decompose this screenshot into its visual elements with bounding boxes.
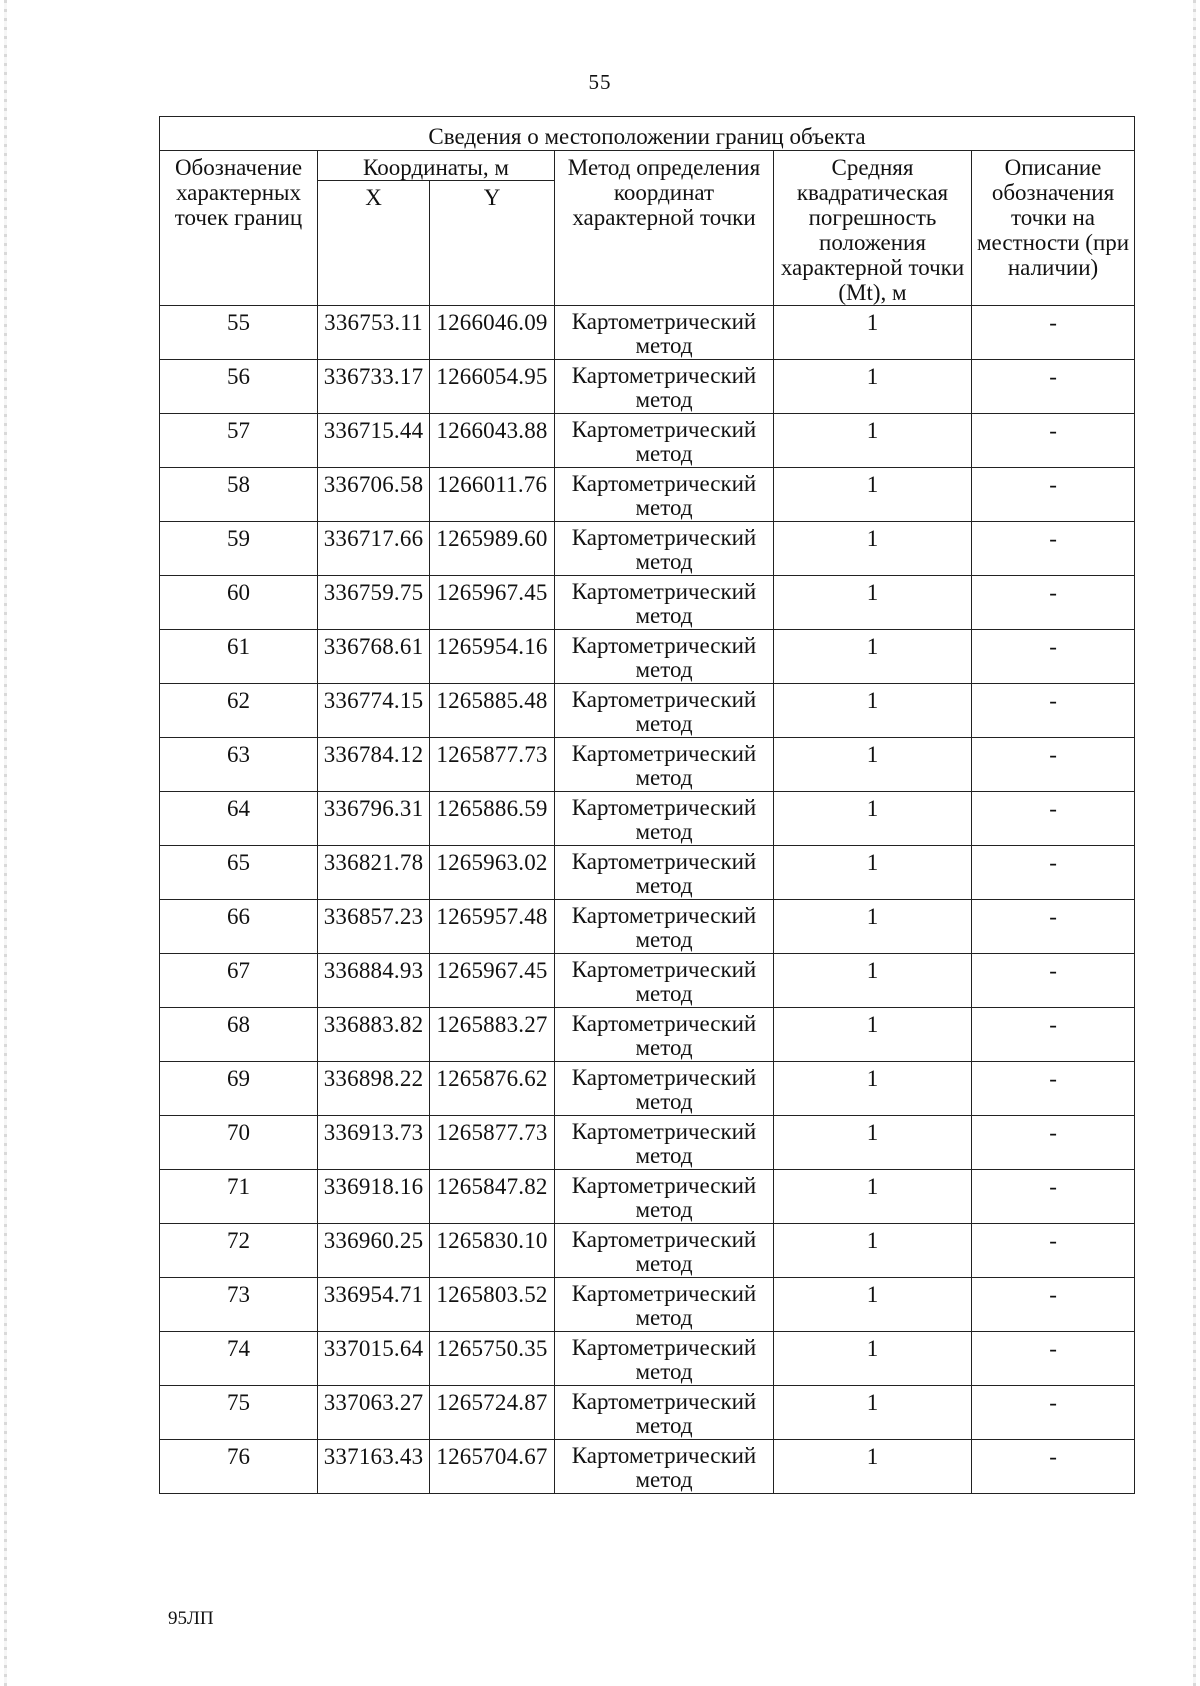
- header-y: Y: [430, 181, 555, 306]
- cell-method: Картометрический метод: [555, 468, 774, 522]
- cell-x: 336733.17: [318, 360, 430, 414]
- table-row: [160, 630, 1135, 684]
- header-coordinates: Координаты, м: [318, 151, 555, 181]
- cell-point: 71: [160, 1170, 318, 1224]
- table-row: [160, 1224, 1135, 1278]
- cell-description: -: [972, 306, 1135, 360]
- cell-point: 68: [160, 1008, 318, 1062]
- cell-x: 336883.82: [318, 1008, 430, 1062]
- table-row: [160, 522, 1135, 576]
- cell-error: 1: [774, 576, 972, 630]
- cell-x: 336717.66: [318, 522, 430, 576]
- table-row: [160, 1278, 1135, 1332]
- cell-description: -: [972, 1224, 1135, 1278]
- cell-point: 64: [160, 792, 318, 846]
- cell-description: -: [972, 846, 1135, 900]
- document-code: 95ЛП: [168, 1608, 214, 1629]
- cell-x: 336918.16: [318, 1170, 430, 1224]
- cell-y: 1265963.02: [430, 846, 555, 900]
- cell-description: -: [972, 576, 1135, 630]
- cell-x: 336960.25: [318, 1224, 430, 1278]
- cell-description: -: [972, 1008, 1135, 1062]
- cell-method: Картометрический метод: [555, 1440, 774, 1494]
- table-row: [160, 414, 1135, 468]
- cell-y: 1265877.73: [430, 738, 555, 792]
- cell-point: 70: [160, 1116, 318, 1170]
- cell-point: 67: [160, 954, 318, 1008]
- cell-point: 55: [160, 306, 318, 360]
- cell-description: -: [972, 360, 1135, 414]
- table-row: [160, 900, 1135, 954]
- cell-x: 336784.12: [318, 738, 430, 792]
- cell-point: 65: [160, 846, 318, 900]
- cell-x: 336706.58: [318, 468, 430, 522]
- boundary-coordinates-table: [159, 116, 1135, 1494]
- cell-point: 74: [160, 1332, 318, 1386]
- table-row: [160, 792, 1135, 846]
- cell-y: 1265883.27: [430, 1008, 555, 1062]
- cell-error: 1: [774, 1440, 972, 1494]
- cell-y: 1265954.16: [430, 630, 555, 684]
- cell-description: -: [972, 900, 1135, 954]
- cell-method: Картометрический метод: [555, 1008, 774, 1062]
- cell-y: 1265847.82: [430, 1170, 555, 1224]
- cell-description: -: [972, 738, 1135, 792]
- header-description: Описание обозначения точки на местности (при наличии): [972, 151, 1135, 306]
- cell-x: 337163.43: [318, 1440, 430, 1494]
- cell-point: 69: [160, 1062, 318, 1116]
- cell-error: 1: [774, 1008, 972, 1062]
- cell-y: 1265967.45: [430, 576, 555, 630]
- table-row: [160, 576, 1135, 630]
- cell-x: 337015.64: [318, 1332, 430, 1386]
- cell-method: Картометрический метод: [555, 846, 774, 900]
- cell-point: 62: [160, 684, 318, 738]
- table-row: [160, 1062, 1135, 1116]
- table-body: [160, 306, 1135, 1494]
- cell-method: Картометрический метод: [555, 1170, 774, 1224]
- cell-error: 1: [774, 1116, 972, 1170]
- table-row: [160, 360, 1135, 414]
- cell-y: 1265830.10: [430, 1224, 555, 1278]
- cell-description: -: [972, 1386, 1135, 1440]
- cell-error: 1: [774, 684, 972, 738]
- cell-x: 336774.15: [318, 684, 430, 738]
- table-row: [160, 306, 1135, 360]
- cell-method: Картометрический метод: [555, 1062, 774, 1116]
- cell-point: 76: [160, 1440, 318, 1494]
- cell-x: 337063.27: [318, 1386, 430, 1440]
- scan-edge-left: [4, 0, 7, 1686]
- table-row: [160, 1332, 1135, 1386]
- cell-x: 336857.23: [318, 900, 430, 954]
- table-row: [160, 468, 1135, 522]
- cell-method: Картометрический метод: [555, 360, 774, 414]
- cell-error: 1: [774, 1170, 972, 1224]
- cell-method: Картометрический метод: [555, 1386, 774, 1440]
- cell-point: 60: [160, 576, 318, 630]
- cell-x: 336913.73: [318, 1116, 430, 1170]
- cell-y: 1266054.95: [430, 360, 555, 414]
- table-row: [160, 684, 1135, 738]
- page-number: 55: [588, 70, 612, 94]
- cell-y: 1265724.87: [430, 1386, 555, 1440]
- cell-x: 336753.11: [318, 306, 430, 360]
- cell-point: 63: [160, 738, 318, 792]
- cell-x: 336884.93: [318, 954, 430, 1008]
- header-x: X: [318, 181, 430, 306]
- cell-method: Картометрический метод: [555, 414, 774, 468]
- cell-method: Картометрический метод: [555, 630, 774, 684]
- cell-y: 1265704.67: [430, 1440, 555, 1494]
- table-title: Сведения о местоположении границ объекта: [160, 117, 1135, 151]
- cell-y: 1265989.60: [430, 522, 555, 576]
- cell-error: 1: [774, 1386, 972, 1440]
- cell-method: Картометрический метод: [555, 684, 774, 738]
- cell-y: 1265877.73: [430, 1116, 555, 1170]
- cell-error: 1: [774, 1224, 972, 1278]
- cell-description: -: [972, 1278, 1135, 1332]
- cell-y: 1265967.45: [430, 954, 555, 1008]
- table-row: [160, 1116, 1135, 1170]
- cell-x: 336954.71: [318, 1278, 430, 1332]
- cell-description: -: [972, 522, 1135, 576]
- cell-error: 1: [774, 954, 972, 1008]
- cell-method: Картометрический метод: [555, 792, 774, 846]
- cell-error: 1: [774, 630, 972, 684]
- cell-description: -: [972, 1062, 1135, 1116]
- cell-y: 1266043.88: [430, 414, 555, 468]
- cell-y: 1265750.35: [430, 1332, 555, 1386]
- cell-method: Картометрический метод: [555, 738, 774, 792]
- cell-point: 58: [160, 468, 318, 522]
- cell-x: 336796.31: [318, 792, 430, 846]
- cell-description: -: [972, 792, 1135, 846]
- cell-method: Картометрический метод: [555, 1116, 774, 1170]
- cell-error: 1: [774, 846, 972, 900]
- cell-x: 336715.44: [318, 414, 430, 468]
- cell-y: 1265876.62: [430, 1062, 555, 1116]
- cell-error: 1: [774, 360, 972, 414]
- table-row: [160, 954, 1135, 1008]
- table-row: [160, 738, 1135, 792]
- cell-y: 1266011.76: [430, 468, 555, 522]
- cell-method: Картометрический метод: [555, 576, 774, 630]
- header-point: Обозначение характерных точек границ: [160, 151, 318, 306]
- header-method: Метод определения координат характерной точки: [555, 151, 774, 306]
- cell-error: 1: [774, 1062, 972, 1116]
- cell-description: -: [972, 954, 1135, 1008]
- cell-error: 1: [774, 738, 972, 792]
- table-row: [160, 1386, 1135, 1440]
- cell-method: Картометрический метод: [555, 1332, 774, 1386]
- cell-description: -: [972, 414, 1135, 468]
- cell-x: 336768.61: [318, 630, 430, 684]
- cell-description: -: [972, 468, 1135, 522]
- cell-method: Картометрический метод: [555, 954, 774, 1008]
- cell-method: Картометрический метод: [555, 1224, 774, 1278]
- cell-error: 1: [774, 900, 972, 954]
- cell-method: Картометрический метод: [555, 900, 774, 954]
- table-row: [160, 1440, 1135, 1494]
- cell-method: Картометрический метод: [555, 522, 774, 576]
- cell-method: Картометрический метод: [555, 306, 774, 360]
- table-row: [160, 846, 1135, 900]
- cell-error: 1: [774, 792, 972, 846]
- cell-y: 1265886.59: [430, 792, 555, 846]
- cell-error: 1: [774, 1278, 972, 1332]
- cell-y: 1265803.52: [430, 1278, 555, 1332]
- cell-point: 57: [160, 414, 318, 468]
- cell-x: 336759.75: [318, 576, 430, 630]
- cell-error: 1: [774, 414, 972, 468]
- cell-error: 1: [774, 1332, 972, 1386]
- cell-point: 61: [160, 630, 318, 684]
- cell-point: 73: [160, 1278, 318, 1332]
- cell-y: 1265957.48: [430, 900, 555, 954]
- cell-description: -: [972, 630, 1135, 684]
- header-error: Средняя квадратическая погрешность положения характерной точки (Mt), м: [774, 151, 972, 306]
- cell-x: 336821.78: [318, 846, 430, 900]
- cell-y: 1266046.09: [430, 306, 555, 360]
- cell-point: 56: [160, 360, 318, 414]
- cell-error: 1: [774, 522, 972, 576]
- cell-x: 336898.22: [318, 1062, 430, 1116]
- table-row: [160, 1008, 1135, 1062]
- cell-description: -: [972, 1332, 1135, 1386]
- cell-description: -: [972, 1440, 1135, 1494]
- cell-y: 1265885.48: [430, 684, 555, 738]
- cell-point: 75: [160, 1386, 318, 1440]
- cell-description: -: [972, 1116, 1135, 1170]
- cell-error: 1: [774, 306, 972, 360]
- table-row: [160, 1170, 1135, 1224]
- cell-error: 1: [774, 468, 972, 522]
- cell-point: 72: [160, 1224, 318, 1278]
- cell-point: 66: [160, 900, 318, 954]
- cell-point: 59: [160, 522, 318, 576]
- cell-method: Картометрический метод: [555, 1278, 774, 1332]
- scan-edge-right: [1193, 0, 1196, 1686]
- cell-description: -: [972, 684, 1135, 738]
- cell-description: -: [972, 1170, 1135, 1224]
